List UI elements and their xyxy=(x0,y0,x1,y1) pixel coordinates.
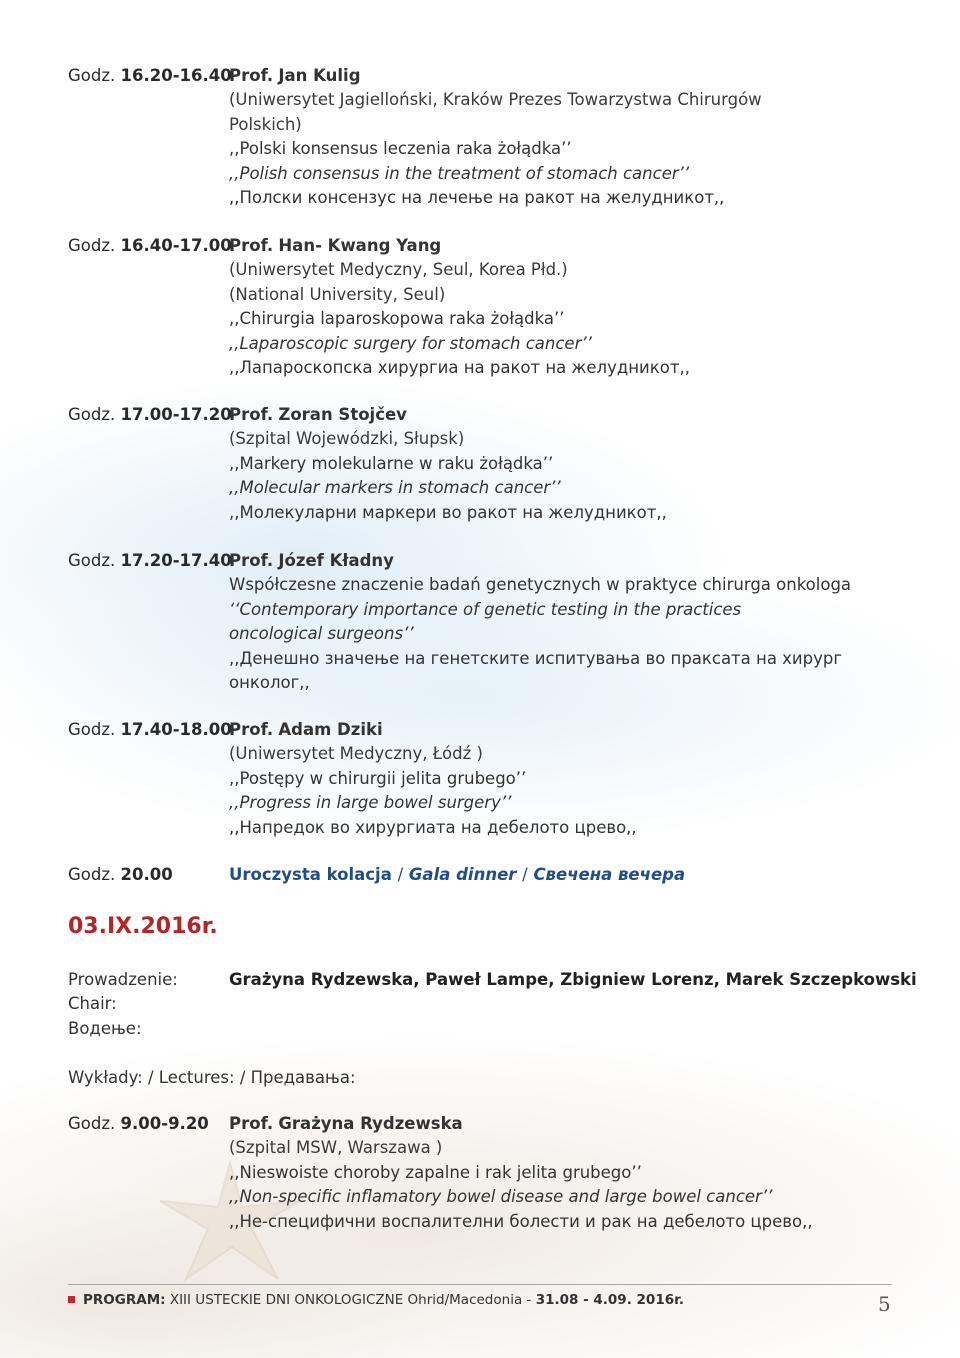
session-details xyxy=(229,549,909,695)
title-mk: ,,Молекуларни маркери во ракот на желудникот,, xyxy=(229,502,667,522)
session-time: Godz. 16.40-17.00 xyxy=(68,236,232,255)
footer-divider xyxy=(68,1284,892,1285)
dinner-title: Uroczysta kolacja / Gala dinner / Свечена вечера xyxy=(229,865,686,884)
session-time: Godz. 17.00-17.20 xyxy=(68,405,232,424)
session-details xyxy=(229,718,909,840)
speaker-name: Prof. Zoran Stojčev xyxy=(229,405,407,424)
title-pl: ,,Chirurgia laparoskopowa raka żołądka’’ xyxy=(229,309,565,329)
affiliation-en: (National University, Seul) xyxy=(229,284,446,304)
red-square-icon xyxy=(68,1296,75,1303)
session-details xyxy=(229,403,909,525)
title-pl: ,,Nieswoiste choroby zapalne i rak jelita grubego’’ xyxy=(229,1162,642,1182)
title-mk: ,,Не-специфични воспалителни болести и рак на дебелото црево,, xyxy=(229,1211,813,1231)
title-mk: ,,Денешно значење на генетските испитувања во праксата на хирург онколог,, xyxy=(229,648,843,693)
affiliation: (Uniwersytet Jagielloński, Kraków Prezes Towarzystwa Chirurgów Polskich) xyxy=(229,90,762,134)
title-pl: ,,Polski konsensus leczenia raka żołądka’’ xyxy=(229,139,572,159)
page-number: 5 xyxy=(878,1292,891,1316)
affiliation: (Uniwersytet Medyczny, Seul, Korea Płd.) xyxy=(229,260,568,280)
session-time: Godz. 17.20-17.40 xyxy=(68,551,232,570)
session-details xyxy=(229,64,909,210)
title-mk: ,,Лапароскопска хирургиа на ракот на желудникот,, xyxy=(229,358,690,378)
title-pl: Współczesne znaczenie badań genetycznych w praktyce chirurga onkologa xyxy=(229,575,852,595)
affiliation: (Szpital MSW, Warszawa ) xyxy=(229,1138,443,1158)
title-en: ,,Non-specific inflamatory bowel disease and large bowel cancer’’ xyxy=(229,1187,773,1207)
title-en: ,,Progress in large bowel surgery’’ xyxy=(229,793,512,813)
speaker-name: Prof. Grażyna Rydzewska xyxy=(229,1114,463,1133)
speaker-name: Prof. Adam Dziki xyxy=(229,720,383,739)
session-time: Godz. 17.40-18.00 xyxy=(68,720,232,739)
title-en: ‘‘Contemporary importance of genetic testing in the practices oncological surgeons’’ xyxy=(229,599,742,644)
title-pl: ,,Postępy w chirurgii jelita grubego’’ xyxy=(229,768,527,788)
footer: PROGRAM: XIII USTECKIE DNI ONKOLOGICZNE Ohrid/Macedonia - 31.08 - 4.09. 2016r. xyxy=(68,1292,684,1308)
chair-labels: Prowadzenie: Chair: Водење: xyxy=(68,970,178,1038)
lectures-heading: Wykłady: / Lectures: / Предавања: xyxy=(68,1068,356,1087)
affiliation: (Uniwersytet Medyczny, Łódź ) xyxy=(229,744,483,764)
session-time: Godz. 9.00-9.20 xyxy=(68,1114,209,1133)
affiliation: (Szpital Wojewódzki, Słupsk) xyxy=(229,429,465,449)
title-en: ,,Polish consensus in the treatment of stomach cancer’’ xyxy=(229,163,690,183)
day-heading: 03.IX.2016r. xyxy=(68,914,218,939)
title-mk: ,,Полски консензус на лечење на ракот на желудникот,, xyxy=(229,188,725,208)
session-time: Godz. 20.00 xyxy=(68,865,173,884)
chair-names: Grażyna Rydzewska, Paweł Lampe, Zbigniew Lorenz, Marek Szczepkowski xyxy=(229,970,917,989)
session-time: Godz. 16.20-16.40 xyxy=(68,66,232,85)
session-details xyxy=(229,1112,909,1234)
session-details xyxy=(229,234,909,380)
speaker-name: Prof. Han- Kwang Yang xyxy=(229,236,442,255)
title-mk: ,,Напредок во хирургиата на дебелото црево,, xyxy=(229,817,637,837)
title-en: ,,Laparoscopic surgery for stomach cancer’’ xyxy=(229,333,592,353)
title-en: ,,Molecular markers in stomach cancer’’ xyxy=(229,478,561,498)
title-pl: ,,Markery molekularne w raku żołądka’’ xyxy=(229,453,554,473)
speaker-name: Prof. Jan Kulig xyxy=(229,66,361,85)
speaker-name: Prof. Józef Kładny xyxy=(229,551,394,570)
